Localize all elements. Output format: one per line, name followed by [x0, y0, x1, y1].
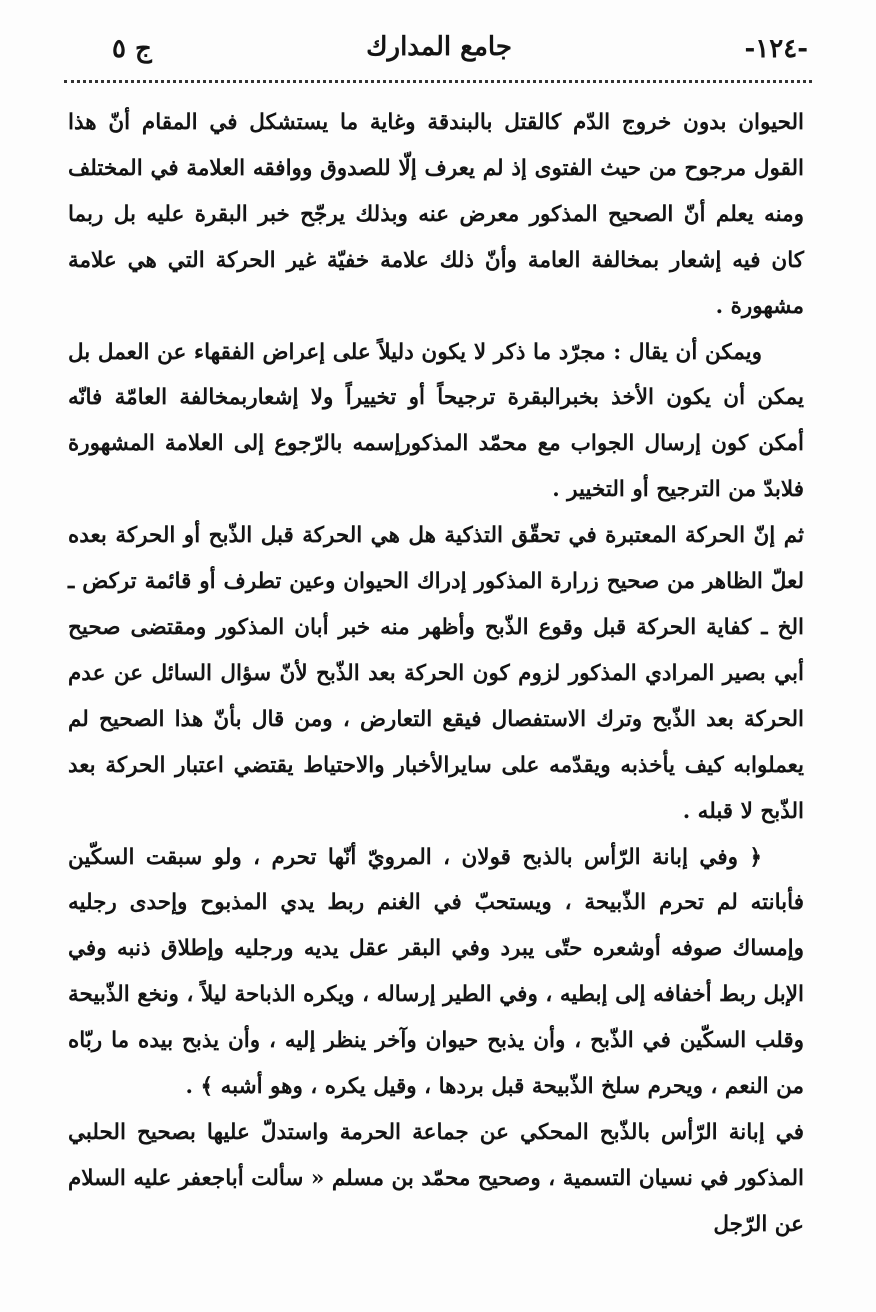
paragraph-3: ثم إنّ الحركة المعتبرة في تحقّق التذكية هل هي الحركة قبل الذّبح أو الحركة بعده لعلّ الظاهر من صحيح زرارة المذكور إدراك الحيوان وعين تطرف أو قائمة تركض ـ الخ ـ كفاية الحركة قبل وقوع الذّبح وأظهر منه خبر أبان المذكور ومقتضى صحيح أبي بصير المرادي المذكور لزوم كون الحركة بعد الذّبح لأنّ سؤال السائل عن عدم الحركة بعد الذّبح وترك الاستفصال فيقع التعارض ، ومن قال بأنّ هذا الصحيح لم يعملوابه كيف يأخذبه ويقدّمه على سايرالأخبار والاحتياط يقتضي اعتبار الحركة بعد الذّبح لا قبله .	[68, 523, 804, 824]
paragraph-2: ويمكن أن يقال : مجرّد ما ذكر لا يكون دليلاً على إعراض الفقهاء عن العمل بل يمكن أن يكون الأخذ بخبرالبقرة ترجيحاً أو تخييراً ولا إشعاربمخالفة العامّة فانّه أمكن كون إرسال الجواب مع محمّد المذكورإسمه بالرّجوع إلى العلامة المشهورة فلابدّ من الترجيح أو التخيير .	[68, 339, 804, 503]
book-title: جامع المدارك	[366, 32, 512, 62]
page-body	[68, 100, 804, 1242]
page-number: -١٢٤-	[744, 34, 808, 64]
volume-number: ج ٥	[112, 34, 152, 64]
header-divider	[64, 80, 812, 83]
page-header	[70, 30, 808, 76]
paragraph-4: ﴿ وفي إبانة الرّأس بالذبح قولان ، المرويّ أنّها تحرم ، ولو سبقت السكّين فأبانته لم تحرم الذّبيحة ، ويستحبّ في الغنم ربط يدي المذبوح وإحدى رجليه وإمساك صوفه أوشعره حتّى يبرد وفي البقر عقل يديه ورجليه وإطلاق ذنبه وفي الإبل ربط أخفافه إلى إبطيه ، وفي الطير إرساله ، ويكره الذباحة ليلاً ، ونخع الذّبيحة وقلب السكّين في الذّبح ، وأن يذبح حيوان وآخر ينظر إليه ، وأن يذبح بيده ما ربّاه من النعم ، ويحرم سلخ الذّبيحة قبل بردها ، وقيل يكره ، وهو أشبه ﴾ .	[68, 844, 804, 1100]
paragraph-1: الحيوان بدون خروج الدّم كالقتل بالبندقة وغاية ما يستشكل في المقام أنّ هذا القول مرجوح من حيث الفتوى إذ لم يعرف إلّا للصدوق ووافقه العلامة في المختلف ومنه يعلم أنّ الصحيح المذكور معرض عنه وبذلك يرجّح خبر البقرة عليه بل ربما كان فيه إشعار بمخالفة العامة وأنّ ذلك علامة خفيّة غير الحركة التي هي علامة مشهورة .	[68, 110, 804, 319]
paragraph-5: في إبانة الرّأس بالذّبح المحكي عن جماعة الحرمة واستدلّ عليها بصحيح الحلبي المذكور في نسيان التسمية ، وصحيح محمّد بن مسلم « سألت أباجعفر عليه السلام عن الرّجل	[68, 1119, 804, 1237]
